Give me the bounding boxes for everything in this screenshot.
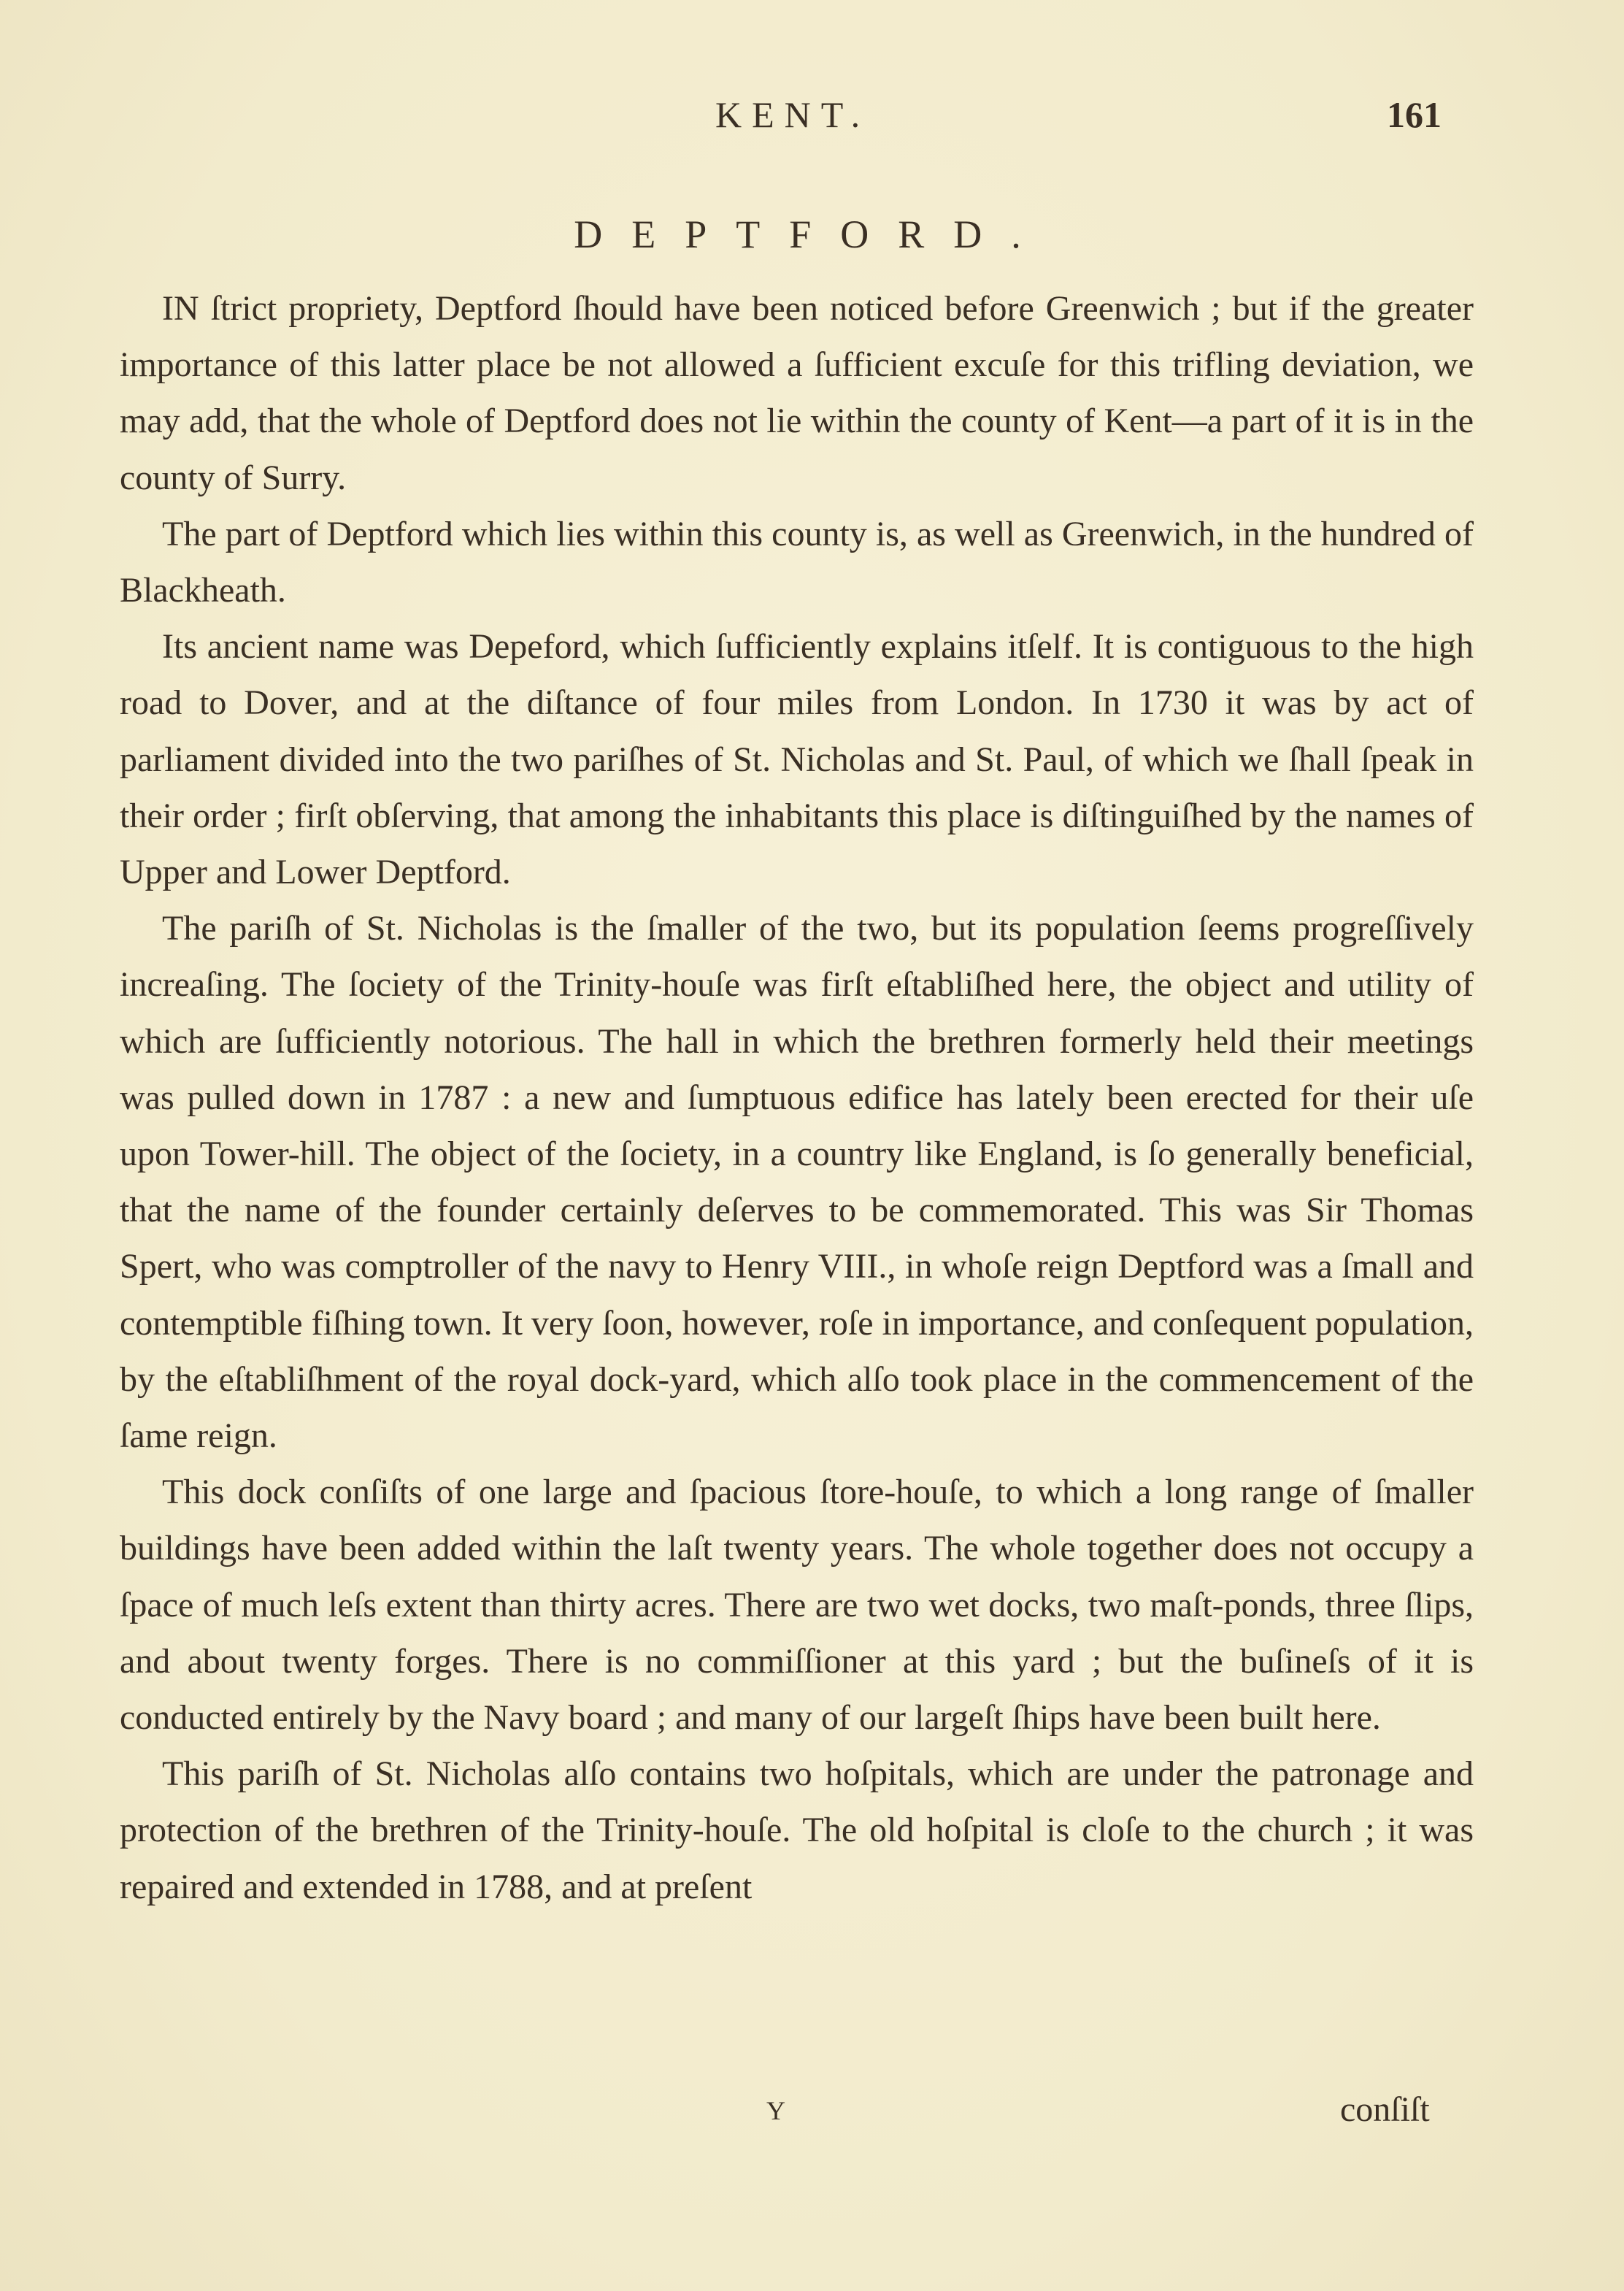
body-text (120, 280, 1474, 1915)
paragraph-5: This dock conſiſts of one large and ſpacious ſtore-houſe, to which a long range of ſmaller buildings have been added within the laſt twenty years. The whole together does not occupy a ſpace of much leſs extent than thirty acres. There are two wet docks, two maſt-ponds, three ſlips, and about twenty forges. There is no commiſſioner at this yard ; but the buſineſs of it is conducted entirely by the Navy board ; and many of our largeſt ſhips have been built here. (120, 1473, 1474, 1738)
running-head (0, 93, 1624, 145)
signature-mark: Y (766, 2096, 785, 2125)
section-title: DEPTFORD. (574, 212, 1050, 256)
page-number: 161 (1387, 94, 1442, 135)
paragraph-1: IN ſtrict propriety, Deptford ſhould have been noticed before Greenwich ; but if the greater importance of this latter place be not allowed a ſufficient excuſe for this trifling deviation, we may add, that the whole of Deptford does not lie within the county of Kent—a part of it is in the county of Surry. (120, 289, 1474, 497)
running-head-county: KENT. (715, 94, 871, 135)
paragraph-3: Its ancient name was Depeford, which ſufficiently explains itſelf. It is contiguous to the high road to Dover, and at the diſtance of four miles from London. In 1730 it was by act of parliament divided into the two pariſhes of St. Nicholas and St. Paul, of which we ſhall ſpeak in their order ; firſt obſerving, that among the inhabitants this place is diſtinguiſhed by the names of Upper and Lower Deptford. (120, 627, 1474, 892)
catchword: conſiſt (1340, 2090, 1430, 2129)
paragraph-2: The part of Deptford which lies within this county is, as well as Greenwich, in the hundred of Blackheath. (120, 514, 1474, 610)
paragraph-6: This pariſh of St. Nicholas alſo contains two hoſpitals, which are under the patronage and protection of the brethren of the Trinity-houſe. The old hoſpital is cloſe to the church ; it was repaired and extended in 1788, and at preſent (120, 1754, 1474, 1906)
paragraph-4: The pariſh of St. Nicholas is the ſmaller of the two, but its population ſeems progreſſively increaſing. The ſociety of the Trinity-houſe was firſt eſtabliſhed here, the object and utility of which are ſufficiently notorious. The hall in which the brethren formerly held their meetings was pulled down in 1787 : a new and ſumptuous edifice has lately been erected for their uſe upon Tower-hill. The object of the ſociety, in a country like England, is ſo generally beneficial, that the name of the founder certainly deſerves to be commemorated. This was Sir Thomas Spert, who was comptroller of the navy to Henry VIII., in whoſe reign Deptford was a ſmall and contemptible fiſhing town. It very ſoon, however, roſe in importance, and conſequent population, by the eſtabliſhment of the royal dock-yard, which alſo took place in the commencement of the ſame reign. (120, 909, 1474, 1456)
